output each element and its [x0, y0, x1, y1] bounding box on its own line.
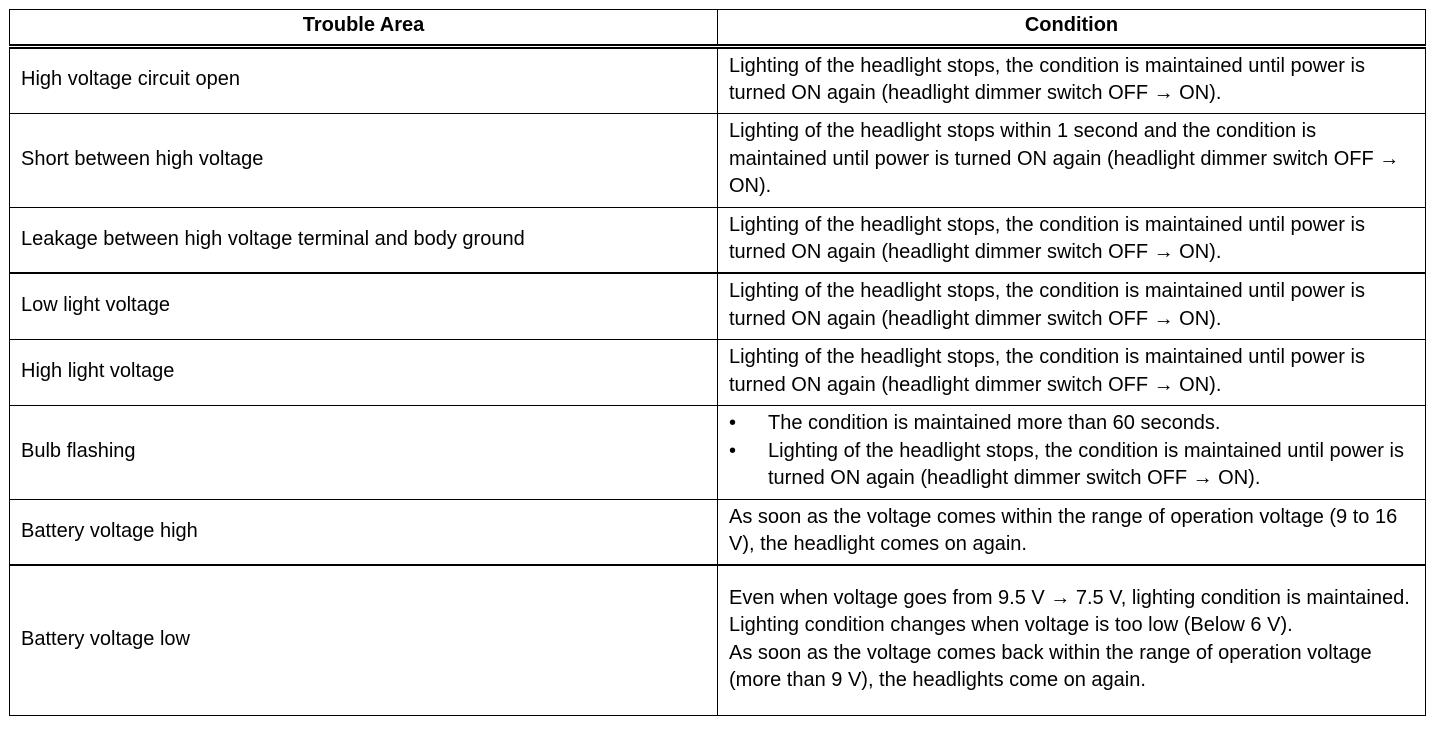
condition-cell: As soon as the voltage comes within the range of operation voltage (9 to 16 V), the headlight comes on again. — [718, 499, 1426, 565]
trouble-area-cell: Battery voltage high — [10, 499, 718, 565]
document-page — [9, 9, 1425, 716]
trouble-area-cell: Low light voltage — [10, 273, 718, 339]
list-item-text: The condition is maintained more than 60 seconds. — [768, 412, 1221, 435]
condition-bullet-list — [729, 410, 1417, 493]
header-condition: Condition — [718, 10, 1426, 47]
table-row — [10, 113, 1426, 207]
condition-cell: Lighting of the headlight stops, the condition is maintained until power is turned ON again (headlight dimmer switch OFF → ON). — [718, 273, 1426, 339]
header-trouble-area: Trouble Area — [10, 10, 718, 47]
list-item — [729, 438, 1417, 493]
bullet-icon: • — [729, 412, 737, 435]
trouble-area-cell: Leakage between high voltage terminal and body ground — [10, 207, 718, 273]
table-row — [10, 273, 1426, 339]
list-item-text: Lighting of the headlight stops, the condition is maintained until power is turned ON again (headlight dimmer switch OFF → ON). — [768, 439, 1404, 490]
list-item — [729, 410, 1417, 438]
trouble-area-cell: Short between high voltage — [10, 113, 718, 207]
table-row — [10, 405, 1426, 499]
condition-cell: Lighting of the headlight stops within 1 second and the condition is maintained until power is turned ON again (headlight dimmer switch OFF → ON). — [718, 113, 1426, 207]
trouble-condition-table — [9, 9, 1426, 716]
table-header-row — [10, 10, 1426, 47]
table-row — [10, 499, 1426, 565]
condition-cell: Lighting of the headlight stops, the condition is maintained until power is turned ON again (headlight dimmer switch OFF → ON). — [718, 339, 1426, 405]
table-row — [10, 339, 1426, 405]
condition-paragraph: As soon as the voltage comes back within the range of operation voltage (more than 9 V), the headlights come on again. — [729, 641, 1372, 692]
trouble-area-cell: Battery voltage low — [10, 565, 718, 715]
trouble-area-cell: High light voltage — [10, 339, 718, 405]
trouble-area-cell: Bulb flashing — [10, 405, 718, 499]
bullet-icon: • — [729, 439, 737, 462]
table-row — [10, 46, 1426, 113]
table-row — [10, 207, 1426, 273]
condition-cell: Lighting of the headlight stops, the condition is maintained until power is turned ON again (headlight dimmer switch OFF → ON). — [718, 46, 1426, 113]
trouble-area-cell: High voltage circuit open — [10, 46, 718, 113]
table-row — [10, 565, 1426, 715]
condition-cell — [718, 405, 1426, 499]
condition-cell: Lighting of the headlight stops, the condition is maintained until power is turned ON again (headlight dimmer switch OFF → ON). — [718, 207, 1426, 273]
condition-paragraph: Even when voltage goes from 9.5 V → 7.5 V, lighting condition is maintained. Lighting condition changes when voltage is too low (Below 6 V). — [729, 586, 1410, 637]
condition-cell — [718, 565, 1426, 715]
